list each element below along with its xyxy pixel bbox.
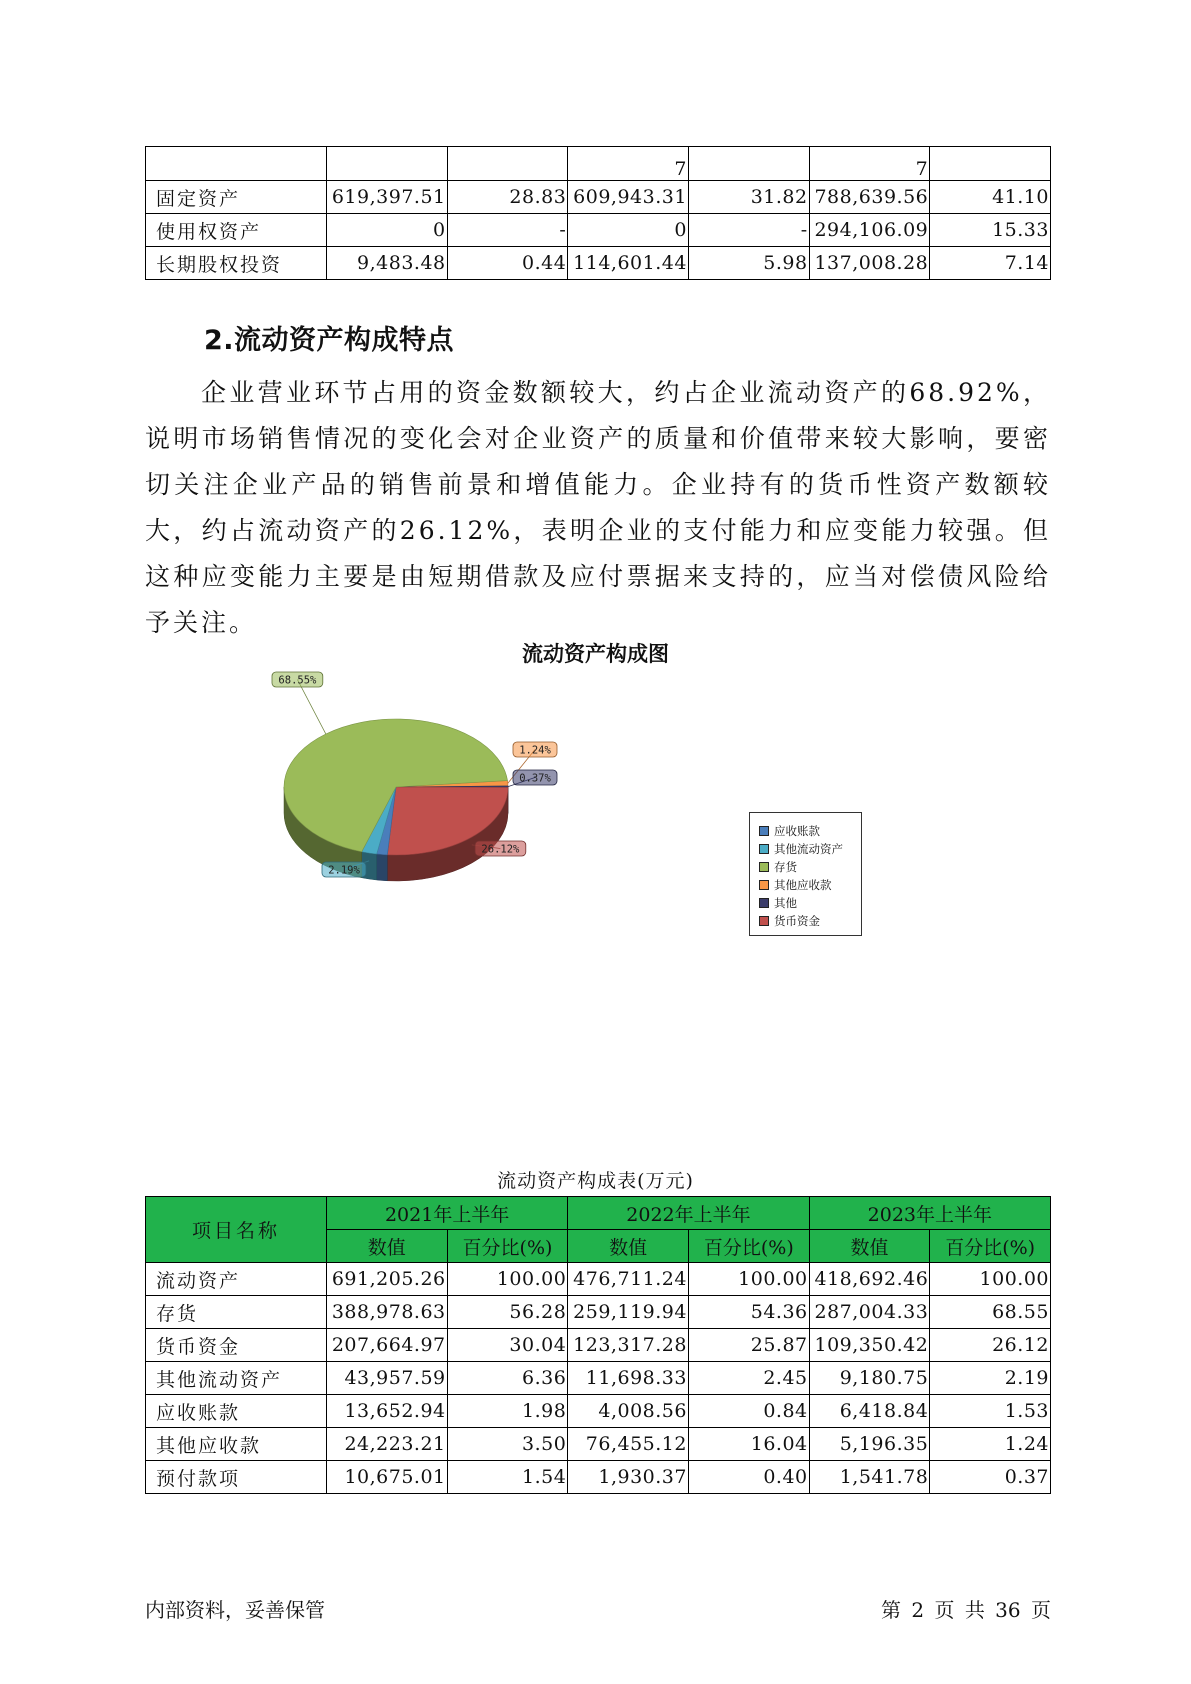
- cell-p2021: 0.44: [447, 247, 568, 280]
- legend-item: [759, 840, 861, 858]
- table-row-partial: [146, 147, 1051, 181]
- cell-v2021: 24,223.21: [326, 1428, 447, 1461]
- cell-p2021: 30.04: [447, 1329, 568, 1362]
- cell-p2021: 100.00: [447, 1263, 568, 1296]
- legend-swatch: [759, 916, 769, 926]
- legend-label: 其他: [774, 896, 797, 910]
- header-percent: 百分比(%): [447, 1230, 568, 1263]
- cell-v2023: 5,196.35: [809, 1428, 930, 1461]
- analysis-paragraph: 企业营业环节占用的资金数额较大，约占企业流动资产的68.92%，说明市场销售情况的变化会对企业资产的质量和价值带来较大影响，要密切关注企业产品的销售前景和增值能力。企业持有的货币性资产数额较大，约占流动资产的26.12%，表明企业的支付能力和应变能力较强。但这种应变能力主要是由短期借款及应付票据来支持的，应当对偿债风险给予关注。: [145, 378, 1051, 637]
- cell-v2022: 76,455.12: [568, 1428, 689, 1461]
- pie-leader-line: [297, 680, 325, 734]
- header-year-2021: 2021年上半年: [326, 1197, 567, 1230]
- cell-p2023: 1.53: [930, 1395, 1051, 1428]
- table-row: [146, 1395, 1051, 1428]
- cell-v2022: 476,711.24: [568, 1263, 689, 1296]
- cell-p2022: 2.45: [688, 1362, 809, 1395]
- cell-p2023: 1.24: [930, 1428, 1051, 1461]
- legend-swatch: [759, 844, 769, 854]
- asset-table-continued: [145, 146, 1051, 280]
- cell-v2022: 114,601.44: [568, 247, 689, 280]
- table-row: [146, 1428, 1051, 1461]
- cell-v2021: 619,397.51: [326, 181, 447, 214]
- legend-item: [759, 894, 861, 912]
- cell-v2022: 123,317.28: [568, 1329, 689, 1362]
- header-year-2023: 2023年上半年: [809, 1197, 1050, 1230]
- cell-v2022: 0: [568, 214, 689, 247]
- row-label: 货币资金: [146, 1329, 327, 1362]
- cell-p2021: 3.50: [447, 1428, 568, 1461]
- partial-cell: [146, 147, 327, 181]
- cell-v2021: 207,664.97: [326, 1329, 447, 1362]
- cell-v2023: 788,639.56: [809, 181, 930, 214]
- cell-v2023: 109,350.42: [809, 1329, 930, 1362]
- cell-p2021: -: [447, 214, 568, 247]
- cell-p2022: -: [688, 214, 809, 247]
- cell-v2021: 43,957.59: [326, 1362, 447, 1395]
- cell-p2022: 0.84: [688, 1395, 809, 1428]
- legend-label: 其他流动资产: [774, 842, 843, 856]
- legend-label: 其他应收款: [774, 878, 832, 892]
- cell-p2023: 26.12: [930, 1329, 1051, 1362]
- table-row: [146, 1461, 1051, 1494]
- row-label: 长期股权投资: [146, 247, 327, 280]
- cell-v2023: 9,180.75: [809, 1362, 930, 1395]
- cell-v2023: 6,418.84: [809, 1395, 930, 1428]
- pie-data-label: 68.55%: [278, 674, 317, 687]
- footer-confidential: 内部资料，妥善保管: [145, 1598, 325, 1622]
- table-row: [146, 1362, 1051, 1395]
- cell-v2022: 609,943.31: [568, 181, 689, 214]
- legend-label: 应收账款: [774, 824, 820, 838]
- cell-p2021: 1.98: [447, 1395, 568, 1428]
- legend-swatch: [759, 898, 769, 908]
- partial-cell: 7: [568, 147, 689, 181]
- cell-v2023: 418,692.46: [809, 1263, 930, 1296]
- legend-label: 存货: [774, 860, 797, 874]
- partial-cell: [447, 147, 568, 181]
- cell-p2022: 5.98: [688, 247, 809, 280]
- cell-p2022: 16.04: [688, 1428, 809, 1461]
- cell-v2021: 9,483.48: [326, 247, 447, 280]
- row-label: 预付款项: [146, 1461, 327, 1494]
- cell-p2022: 54.36: [688, 1296, 809, 1329]
- cell-v2022: 1,930.37: [568, 1461, 689, 1494]
- partial-cell: [688, 147, 809, 181]
- cell-v2021: 388,978.63: [326, 1296, 447, 1329]
- cell-p2023: 15.33: [930, 214, 1051, 247]
- pie-data-label: 2.19%: [328, 864, 360, 877]
- table-row: [146, 1263, 1051, 1296]
- legend-item: [759, 876, 861, 894]
- row-label: 存货: [146, 1296, 327, 1329]
- cell-p2021: 1.54: [447, 1461, 568, 1494]
- chart-title: 流动资产构成图: [522, 642, 669, 666]
- legend-swatch: [759, 862, 769, 872]
- cell-v2021: 691,205.26: [326, 1263, 447, 1296]
- header-percent: 百分比(%): [930, 1230, 1051, 1263]
- legend-swatch: [759, 880, 769, 890]
- cell-v2021: 13,652.94: [326, 1395, 447, 1428]
- header-value: 数值: [326, 1230, 447, 1263]
- cell-p2021: 28.83: [447, 181, 568, 214]
- cell-p2022: 31.82: [688, 181, 809, 214]
- row-label: 应收账款: [146, 1395, 327, 1428]
- cell-p2021: 56.28: [447, 1296, 568, 1329]
- row-label: 其他应收款: [146, 1428, 327, 1461]
- cell-p2021: 6.36: [447, 1362, 568, 1395]
- row-label: 流动资产: [146, 1263, 327, 1296]
- cell-p2022: 25.87: [688, 1329, 809, 1362]
- cell-p2023: 41.10: [930, 181, 1051, 214]
- pie-data-label: 1.24%: [519, 744, 551, 757]
- legend-item: [759, 822, 861, 840]
- cell-p2023: 7.14: [930, 247, 1051, 280]
- cell-v2022: 11,698.33: [568, 1362, 689, 1395]
- legend-swatch: [759, 826, 769, 836]
- table-row: [146, 181, 1051, 214]
- chart-legend: [749, 812, 862, 936]
- cell-p2022: 100.00: [688, 1263, 809, 1296]
- legend-label: 货币资金: [774, 914, 820, 928]
- table-row: [146, 1296, 1051, 1329]
- table-row: [146, 247, 1051, 280]
- cell-p2023: 68.55: [930, 1296, 1051, 1329]
- pie-slice-side: [377, 854, 388, 881]
- cell-p2022: 0.40: [688, 1461, 809, 1494]
- cell-v2023: 294,106.09: [809, 214, 930, 247]
- pie-data-label: 26.12%: [481, 843, 520, 856]
- table-row: [146, 1329, 1051, 1362]
- table-row: [146, 214, 1051, 247]
- header-percent: 百分比(%): [688, 1230, 809, 1263]
- cell-v2021: 0: [326, 214, 447, 247]
- row-label: 使用权资产: [146, 214, 327, 247]
- partial-cell: [326, 147, 447, 181]
- header-value: 数值: [568, 1230, 689, 1263]
- header-item-name: 项目名称: [146, 1197, 327, 1263]
- cell-v2022: 259,119.94: [568, 1296, 689, 1329]
- partial-cell: 7: [809, 147, 930, 181]
- footer-page-number: 第 2 页 共 36 页: [881, 1598, 1051, 1622]
- legend-item: [759, 858, 861, 876]
- row-label: 固定资产: [146, 181, 327, 214]
- partial-cell: [930, 147, 1051, 181]
- section-heading: 2.流动资产构成特点: [204, 325, 455, 356]
- cell-v2023: 137,008.28: [809, 247, 930, 280]
- cell-v2021: 10,675.01: [326, 1461, 447, 1494]
- header-year-2022: 2022年上半年: [568, 1197, 809, 1230]
- table-caption: 流动资产构成表(万元): [497, 1170, 694, 1192]
- header-value: 数值: [809, 1230, 930, 1263]
- cell-p2023: 0.37: [930, 1461, 1051, 1494]
- cell-v2022: 4,008.56: [568, 1395, 689, 1428]
- pie-chart: [270, 674, 590, 900]
- cell-p2023: 100.00: [930, 1263, 1051, 1296]
- cell-p2023: 2.19: [930, 1362, 1051, 1395]
- row-label: 其他流动资产: [146, 1362, 327, 1395]
- pie-data-label: 0.37%: [519, 772, 551, 785]
- cell-v2023: 287,004.33: [809, 1296, 930, 1329]
- cell-v2023: 1,541.78: [809, 1461, 930, 1494]
- legend-item: [759, 912, 861, 930]
- current-assets-table: [145, 1196, 1051, 1494]
